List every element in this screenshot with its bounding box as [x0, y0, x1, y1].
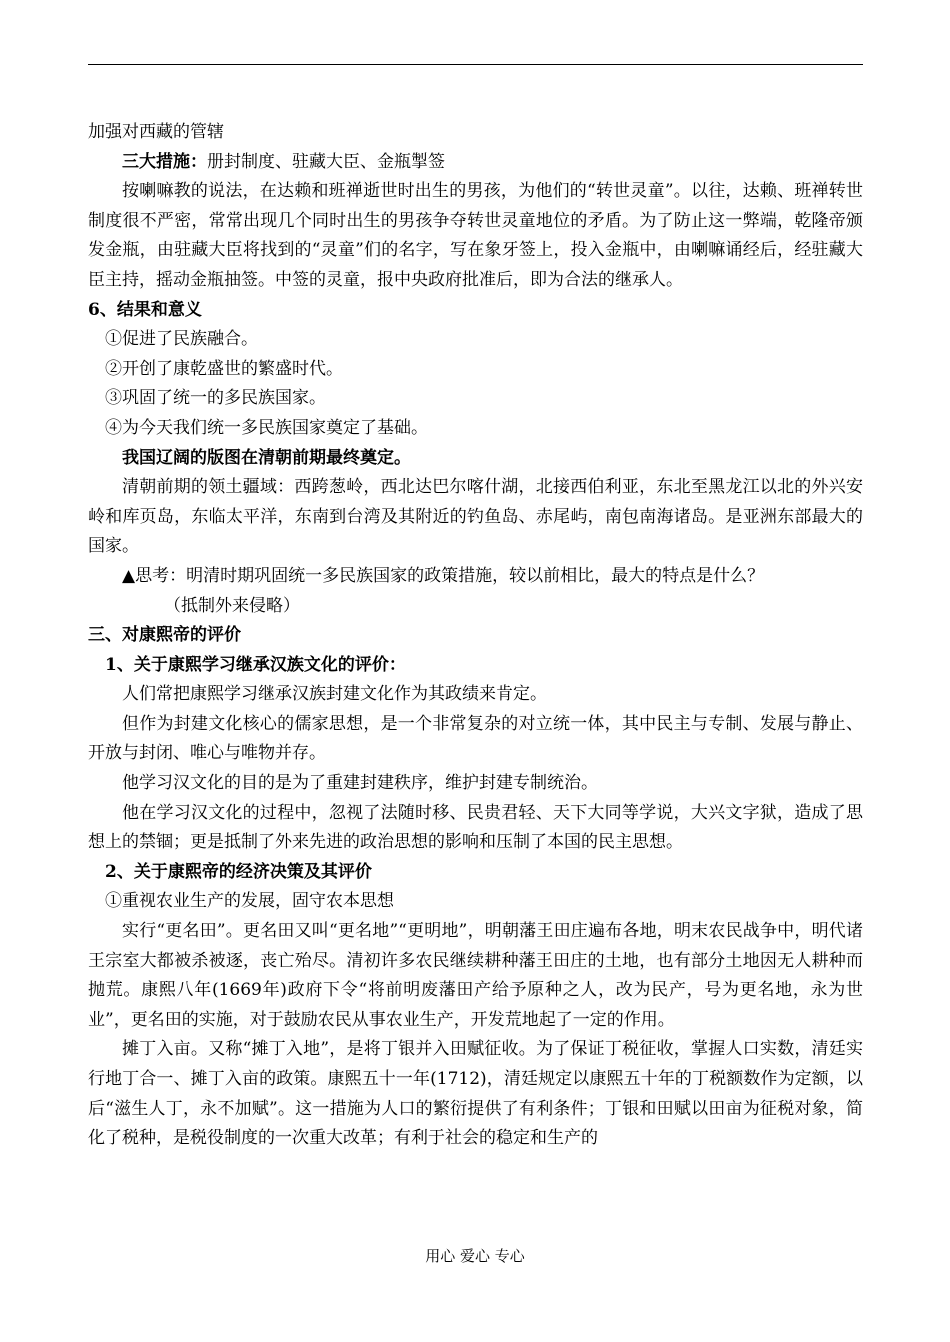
- paragraph-territory: 清朝前期的领土疆域：西跨葱岭，西北达巴尔喀什湖，北接西伯利亚，东北至黑龙江以北的外兴安岭和库页岛，东临太平洋，东南到台湾及其附近的钓鱼岛、赤尾屿，南包南海诸岛。是亚洲东部最大的国家。: [88, 477, 863, 557]
- thinking-answer: （抵制外来侵略）: [164, 595, 300, 616]
- heading-kangxi-evaluation: 三、对康熙帝的评价: [88, 625, 241, 646]
- result-item-2: ②开创了康乾盛世的繁盛时代。: [105, 358, 343, 379]
- paragraph-tandingrumu: 摊丁入亩。又称“摊丁入地”，是将丁银并入田赋征收。为了保证丁税征收，掌握人口实数，清廷实行地丁合一、摊丁入亩的政策。康熙五十一年(1712)，清廷规定以康熙五十年的丁税额数作为定额，以后“滋生人丁，永不加赋”。这一措施为人口的繁衍提供了有利条件；丁银和田赋以田亩为征税对象，简化了税种，是税役制度的一次重大改革；有利于社会的稳定和生产的: [88, 1039, 863, 1149]
- paragraph-gengmingtian: 实行“更名田”。更名田又叫“更名地”“更明地”，明朝藩王田庄遍布各地，明末农民战争中，明代诸王宗室大都被杀被逐，丧亡殆尽。清初许多农民继续耕种藩王田庄的土地，也有部分土地因无人耕种而抛荒。康熙八年(1669年)政府下令“将前明废藩田产给予原种之人，改为民产，号为更名地，永为世业”，更名田的实施，对于鼓励农民从事农业生产，开发荒地起了一定的作用。: [88, 921, 863, 1030]
- paragraph-culture-4: 他在学习汉文化的过程中，忽视了法随时移、民贵君轻、天下大同等学说，大兴文字狱，造成了思想上的禁锢；更是抵制了外来先进的政治思想的影响和压制了本国的民主思想。: [88, 802, 863, 853]
- measures-list: 册封制度、驻藏大臣、金瓶掣签: [207, 151, 445, 172]
- heading-economic-policy: 2、关于康熙帝的经济决策及其评价: [105, 861, 372, 882]
- paragraph-golden-urn: 按喇嘛教的说法，在达赖和班禅逝世时出生的男孩，为他们的“转世灵童”。以往，达赖、班禅转世制度很不严密，常常出现几个同时出生的男孩争夺转世灵童地位的矛盾。为了防止这一弊端，乾隆帝颁发金瓶，由驻藏大臣将找到的“灵童”们的名字，写在象牙签上，投入金瓶中，由喇嘛诵经后，经驻藏大臣主持，摇动金瓶抽签。中签的灵童，报中央政府批准后，即为合法的继承人。: [88, 181, 863, 290]
- result-item-4: ④为今天我们统一多民族国家奠定了基础。: [105, 417, 428, 438]
- result-item-1: ①促进了民族融合。: [105, 329, 258, 350]
- paragraph-three-measures: [88, 148, 863, 178]
- heading-results: 6、结果和意义: [88, 299, 202, 320]
- measures-label: 三大措施：: [122, 151, 207, 172]
- territory-statement: 我国辽阔的版图在清朝前期最终奠定。: [122, 447, 411, 468]
- economic-item-1: ①重视农业生产的发展，固守农本思想: [105, 891, 394, 912]
- result-item-3: ③巩固了统一的多民族国家。: [105, 388, 326, 409]
- paragraph-culture-3: 他学习汉文化的目的是为了重建封建秩序，维护封建专制统治。: [122, 773, 598, 794]
- paragraph-culture-2: 但作为封建文化核心的儒家思想，是一个非常复杂的对立统一体，其中民主与专制、发展与静止、开放与封闭、唯心与唯物并存。: [88, 713, 863, 764]
- thinking-question: ▲思考：明清时期巩固统一多民族国家的政策措施，较以前相比，最大的特点是什么？: [122, 565, 765, 586]
- heading-han-culture: 1、关于康熙学习继承汉族文化的评价：: [105, 654, 406, 675]
- paragraph-tibet-heading: 加强对西藏的管辖: [88, 122, 224, 142]
- paragraph-culture-1: 人们常把康熙学习继承汉族封建文化作为其政绩来肯定。: [122, 684, 547, 705]
- header-rule: [88, 64, 863, 65]
- page-footer: 用心 爱心 专心: [425, 1247, 525, 1265]
- document-body: [88, 118, 863, 1154]
